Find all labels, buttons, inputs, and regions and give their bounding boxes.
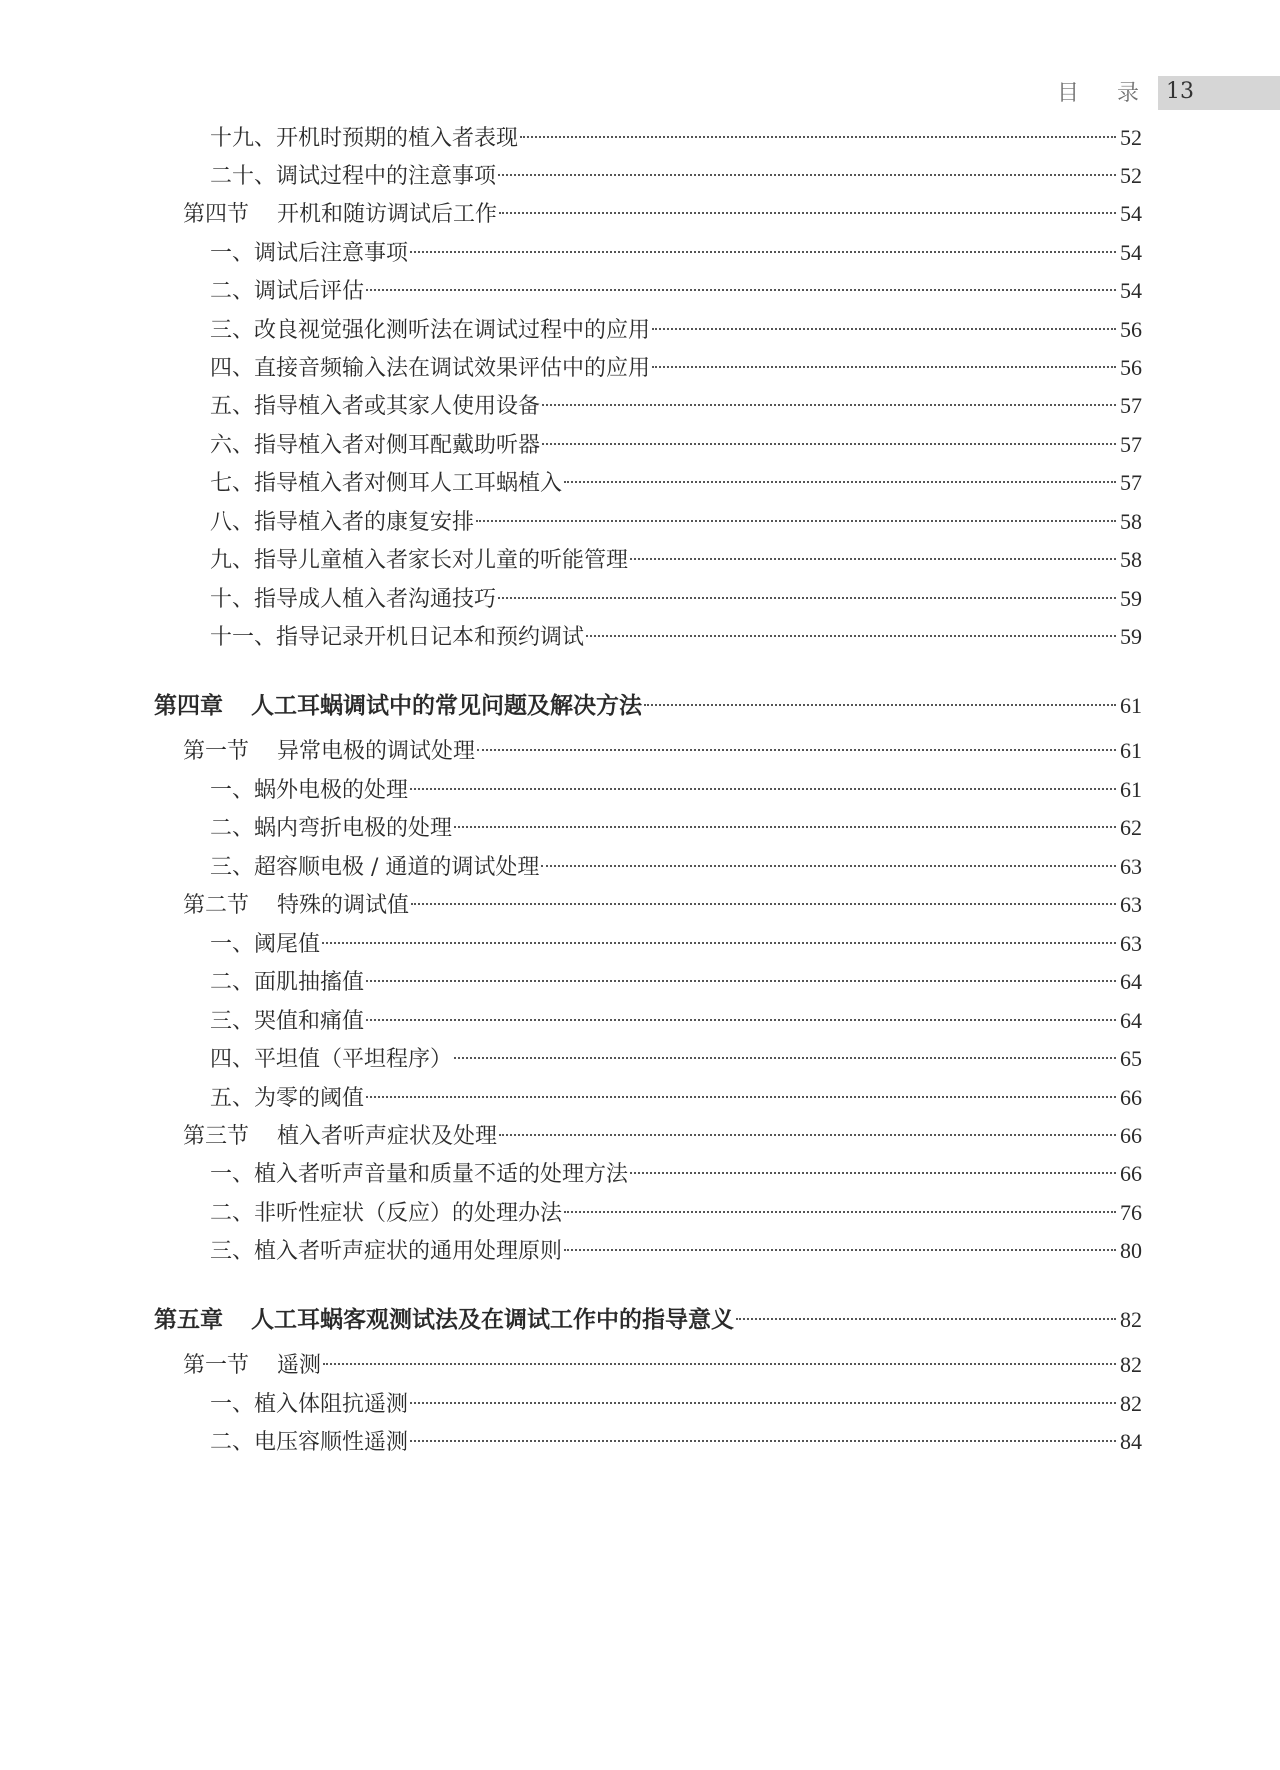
entry-title: 十一、指导记录开机日记本和预约调试: [210, 625, 585, 650]
entry-label: 第四节: [183, 202, 250, 227]
entry-title: 人工耳蜗客观测试法及在调试工作中的指导意义: [251, 1306, 734, 1333]
toc-item-entry[interactable]: [210, 121, 1142, 155]
page-number: 13: [1166, 79, 1194, 104]
dot-leader: [499, 1134, 1116, 1136]
toc-item-entry[interactable]: [210, 582, 1142, 616]
toc-item-entry[interactable]: [210, 927, 1142, 961]
entry-page-number: 66: [1120, 1161, 1142, 1186]
dot-leader: [564, 481, 1116, 483]
entry-label: 第二节: [183, 893, 250, 918]
entry-title: 一、蜗外电极的处理: [210, 778, 409, 803]
dot-leader: [410, 788, 1116, 790]
dot-leader: [323, 1363, 1116, 1365]
entry-title: 一、植入者听声音量和质量不适的处理方法: [210, 1162, 629, 1187]
dot-leader: [542, 404, 1116, 406]
entry-title: 二、调试后评估: [210, 279, 365, 304]
dot-leader: [366, 1096, 1116, 1098]
toc-item-entry[interactable]: [210, 159, 1142, 193]
dot-leader: [499, 212, 1116, 214]
toc-item-entry[interactable]: [210, 1196, 1142, 1230]
toc-item-entry[interactable]: [210, 620, 1142, 654]
entry-label: 第五章: [154, 1306, 223, 1333]
dot-leader: [454, 826, 1116, 828]
entry-label: 第一节: [183, 1353, 250, 1378]
dot-leader: [630, 1172, 1116, 1174]
entry-title: 三、哭值和痛值: [210, 1009, 365, 1034]
dot-leader: [322, 942, 1116, 944]
entry-title: 人工耳蜗调试中的常见问题及解决方法: [251, 692, 642, 719]
entry-page-number: 63: [1120, 931, 1142, 956]
entry-page-number: 56: [1120, 355, 1142, 380]
toc-item-entry[interactable]: [210, 505, 1142, 539]
toc-item-entry[interactable]: [210, 1042, 1142, 1076]
running-header-label: [1057, 76, 1141, 107]
entry-label: 第三节: [183, 1124, 250, 1149]
toc-item-entry[interactable]: [210, 965, 1142, 999]
toc-item-entry[interactable]: [210, 1425, 1142, 1459]
entry-title: 一、阈尾值: [210, 932, 321, 957]
entry-title: 七、指导植入者对侧耳人工耳蜗植入: [210, 471, 563, 496]
dot-leader: [366, 1019, 1116, 1021]
entry-title: 六、指导植入者对侧耳配戴助听器: [210, 433, 541, 458]
entry-title: 二、电压容顺性遥测: [210, 1430, 409, 1455]
entry-page-number: 63: [1120, 892, 1142, 917]
dot-leader: [652, 328, 1116, 330]
entry-title: 十、指导成人植入者沟通技巧: [210, 587, 497, 612]
entry-title: 二、非听性症状（反应）的处理办法: [210, 1201, 563, 1226]
toc-item-entry[interactable]: [210, 1081, 1142, 1115]
entry-page-number: 54: [1120, 201, 1142, 226]
entry-page-number: 54: [1120, 278, 1142, 303]
entry-title: 三、改良视觉强化测听法在调试过程中的应用: [210, 318, 651, 343]
entry-title: 四、直接音频输入法在调试效果评估中的应用: [210, 356, 651, 381]
entry-title: 二、蜗内弯折电极的处理: [210, 816, 453, 841]
dot-leader: [736, 1318, 1116, 1320]
dot-leader: [411, 903, 1116, 905]
dot-leader: [652, 366, 1116, 368]
entry-page-number: 57: [1120, 393, 1142, 418]
entry-page-number: 61: [1120, 777, 1142, 802]
entry-page-number: 63: [1120, 854, 1142, 879]
dot-leader: [410, 1440, 1116, 1442]
entry-title: 开机和随访调试后工作: [277, 202, 498, 227]
toc-item-entry[interactable]: [210, 351, 1142, 385]
entry-title: 八、指导植入者的康复安排: [210, 510, 475, 535]
entry-page-number: 58: [1120, 547, 1142, 572]
entry-title: 植入者听声症状及处理: [277, 1124, 498, 1149]
dot-leader: [366, 289, 1116, 291]
entry-title: 二十、调试过程中的注意事项: [210, 164, 497, 189]
entry-page-number: 52: [1120, 125, 1142, 150]
entry-page-number: 66: [1120, 1085, 1142, 1110]
toc-item-entry[interactable]: [210, 389, 1142, 423]
entry-title: 一、植入体阻抗遥测: [210, 1392, 409, 1417]
entry-page-number: 57: [1120, 432, 1142, 457]
toc-item-entry[interactable]: [210, 236, 1142, 270]
toc-item-entry[interactable]: [210, 313, 1142, 347]
entry-page-number: 80: [1120, 1238, 1142, 1263]
dot-leader: [520, 136, 1116, 138]
toc-item-entry[interactable]: [210, 274, 1142, 308]
entry-heading: [183, 198, 497, 232]
dot-leader: [477, 749, 1116, 751]
entry-page-number: 52: [1120, 163, 1142, 188]
entry-page-number: 82: [1120, 1391, 1142, 1416]
entry-heading: [183, 1349, 321, 1383]
dot-leader: [366, 980, 1116, 982]
entry-page-number: 58: [1120, 509, 1142, 534]
dot-leader: [564, 1249, 1116, 1251]
entry-heading: [183, 1120, 497, 1154]
toc-item-entry[interactable]: [210, 850, 1142, 884]
dot-leader: [410, 1402, 1116, 1404]
toc-section-entry[interactable]: [183, 1348, 1142, 1382]
entry-page-number: 82: [1120, 1352, 1142, 1377]
entry-page-number: 56: [1120, 317, 1142, 342]
entry-title: 五、指导植入者或其家人使用设备: [210, 394, 541, 419]
entry-title: 九、指导儿童植入者家长对儿童的听能管理: [210, 548, 629, 573]
entry-title: 遥测: [277, 1353, 322, 1378]
entry-title: 二、面肌抽搐值: [210, 970, 365, 995]
entry-title: 四、平坦值（平坦程序）: [210, 1047, 453, 1072]
header-section-char2: 录: [1117, 81, 1142, 106]
dot-leader: [644, 704, 1116, 706]
entry-page-number: 62: [1120, 815, 1142, 840]
toc-item-entry[interactable]: [210, 1004, 1142, 1038]
toc-item-entry[interactable]: [210, 1387, 1142, 1421]
entry-page-number: 84: [1120, 1429, 1142, 1454]
entry-page-number: 59: [1120, 586, 1142, 611]
toc-chapter-entry[interactable]: [154, 689, 1142, 723]
dot-leader: [454, 1057, 1116, 1059]
toc-item-entry[interactable]: [210, 773, 1142, 807]
entry-page-number: 76: [1120, 1200, 1142, 1225]
entry-label: 第四章: [154, 692, 223, 719]
toc-item-entry[interactable]: [210, 428, 1142, 462]
entry-page-number: 82: [1120, 1307, 1142, 1332]
page-number-box: [1158, 76, 1280, 110]
entry-title: 异常电极的调试处理: [277, 739, 476, 764]
toc-section-entry[interactable]: [183, 734, 1142, 768]
toc-item-entry[interactable]: [210, 543, 1142, 577]
entry-title: 特殊的调试值: [277, 893, 410, 918]
dot-leader: [476, 520, 1116, 522]
header-section-char1: 目: [1057, 81, 1082, 106]
dot-leader: [410, 251, 1116, 253]
entry-title: 三、超容顺电极 / 通道的调试处理: [210, 855, 540, 880]
entry-page-number: 66: [1120, 1123, 1142, 1148]
dot-leader: [498, 174, 1116, 176]
entry-page-number: 64: [1120, 969, 1142, 994]
entry-title: 三、植入者听声症状的通用处理原则: [210, 1239, 563, 1264]
dot-leader: [542, 443, 1116, 445]
entry-page-number: 54: [1120, 240, 1142, 265]
toc-item-entry[interactable]: [210, 1157, 1142, 1191]
entry-heading: [183, 889, 409, 923]
entry-heading: [183, 735, 475, 769]
toc-item-entry[interactable]: [210, 811, 1142, 845]
entry-label: 第一节: [183, 739, 250, 764]
toc-section-entry[interactable]: [183, 197, 1142, 231]
entry-heading: [154, 1303, 734, 1337]
toc-chapter-entry[interactable]: [154, 1303, 1142, 1337]
entry-page-number: 61: [1120, 738, 1142, 763]
entry-title: 一、调试后注意事项: [210, 241, 409, 266]
toc-item-entry[interactable]: [210, 1234, 1142, 1268]
entry-title: 五、为零的阈值: [210, 1086, 365, 1111]
entry-title: 十九、开机时预期的植入者表现: [210, 126, 519, 151]
dot-leader: [541, 865, 1116, 867]
entry-page-number: 59: [1120, 624, 1142, 649]
dot-leader: [630, 558, 1116, 560]
entry-page-number: 57: [1120, 470, 1142, 495]
toc-section-entry[interactable]: [183, 1119, 1142, 1153]
dot-leader: [564, 1211, 1116, 1213]
toc-item-entry[interactable]: [210, 466, 1142, 500]
dot-leader: [586, 635, 1116, 637]
entry-page-number: 65: [1120, 1046, 1142, 1071]
toc-section-entry[interactable]: [183, 888, 1142, 922]
entry-page-number: 61: [1120, 693, 1142, 718]
dot-leader: [498, 597, 1116, 599]
entry-heading: [154, 689, 642, 723]
entry-page-number: 64: [1120, 1008, 1142, 1033]
